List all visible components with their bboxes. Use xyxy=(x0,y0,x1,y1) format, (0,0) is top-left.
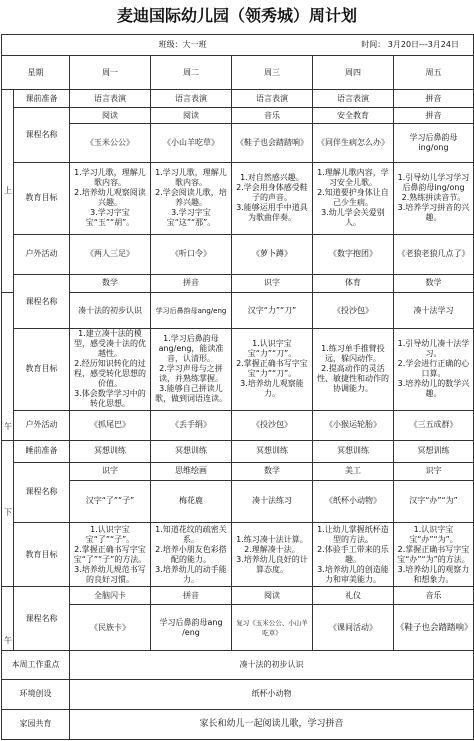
am-subject2-row xyxy=(2,274,474,292)
table-cell: 1.引导幼儿凑十法学习。 2.学会进行正确的心口算。 3.培养幼儿的数学兴趣。 xyxy=(394,329,474,410)
table-cell: 冥想训练 xyxy=(232,440,313,462)
table-cell: 语言表演 xyxy=(70,90,151,108)
env-label: 环境创设 xyxy=(2,679,70,709)
pm-subject2-row xyxy=(2,587,474,605)
row-label: 教育目标 xyxy=(14,522,70,586)
day-wednesday: 周三 xyxy=(232,56,313,90)
day-monday: 周一 xyxy=(70,56,151,90)
table-cell: 1.认识字宝宝“力”“刀”。 2.掌握正确书写字宝宝“力”“刀”。 3.培养幼儿观察能力。 xyxy=(232,329,313,410)
info-row xyxy=(2,35,474,56)
side-label-noon-pm: 午 xyxy=(2,587,14,651)
table-cell: 汉字“力”“刀” xyxy=(232,293,313,329)
day-tuesday: 周二 xyxy=(151,56,232,90)
row-label: 教育目标 xyxy=(14,329,70,410)
table-cell: 识字 xyxy=(232,274,313,292)
table-cell: 数学 xyxy=(394,274,474,292)
table-cell: 冥想训练 xyxy=(394,440,474,462)
env-row xyxy=(2,679,474,709)
am-goal-row xyxy=(2,162,474,234)
side-label-am: 上 xyxy=(2,90,14,293)
row-label: 课程名称 xyxy=(14,108,70,162)
focus-label: 本周工作重点 xyxy=(2,651,70,679)
day-thursday: 周四 xyxy=(313,56,394,90)
row-label: 课程名称 xyxy=(14,462,70,522)
table-cell: 《三五成群》 xyxy=(394,410,474,440)
pm-goal-row xyxy=(2,522,474,586)
row-label: 户外活动 xyxy=(14,234,70,274)
class-label: 班级：大一班 xyxy=(158,40,207,50)
table-cell: 凑十法的初步认识 xyxy=(70,293,151,329)
table-cell: 音乐 xyxy=(232,108,313,124)
table-cell: 凑十法学习 xyxy=(394,293,474,329)
table-cell: 1.引导幼儿学习学习后鼻韵母ing/ong 2.熟练拼读音节。 3.培养学习拼音的兴趣。 xyxy=(394,162,474,234)
table-cell: 《课间活动》 xyxy=(313,605,394,651)
week-label: 星期 xyxy=(2,56,70,90)
table-cell: 识字 xyxy=(70,462,151,480)
table-cell: 全脑闪卡 xyxy=(70,587,151,605)
table-cell: 1.对自然感兴趣。 2.学会用身体感受鞋子的声音。 3.能够运用手中道具为歌曲伴奏。 xyxy=(232,162,313,234)
pm-subject-row xyxy=(2,462,474,480)
table-cell: 《小猴运轮胎》 xyxy=(313,410,394,440)
pm-lesson-row xyxy=(2,480,474,522)
table-cell: 1.练习单手推臂投远，躲闪动作。 2.提高动作的灵活性、敏捷性和动作的协调能力。 xyxy=(313,329,394,410)
table-cell: 数学 xyxy=(70,274,151,292)
table-cell: 1.理解儿歌内容，学习安全儿歌。 2.知道要护身体让自己少生病。 3.幼儿学会关爱别人。 xyxy=(313,162,394,234)
row-label: 课程名称 xyxy=(14,274,70,328)
table-cell: 体育 xyxy=(313,274,394,292)
table-cell: 《听口令》 xyxy=(151,234,232,274)
table-cell: 音乐 xyxy=(394,587,474,605)
header-row xyxy=(2,56,474,90)
table-cell: 思维绘画 xyxy=(151,462,232,480)
table-cell: 语言表演 xyxy=(151,90,232,108)
home-row xyxy=(2,709,474,739)
row-label: 课程名称 xyxy=(14,587,70,651)
home-value: 家长和幼儿一起阅读儿歌，学习拼音 xyxy=(70,709,474,739)
table-cell: 学习后鼻韵母ang /eng xyxy=(151,605,232,651)
table-cell: 1.让幼儿掌握纸杯造型的方法。 2.体验手工带来的乐趣。 3.培养幼儿的创造能力和审美能力。 xyxy=(313,522,394,586)
table-cell: 《萝卜蹲》 xyxy=(232,234,313,274)
table-cell: 《同伴生病怎么办》 xyxy=(313,124,394,162)
table-cell: 1.学习后鼻韵母ang/eng，能读准音，认清形。 2.学习声母与之拼读，并熟练掌握。 3.能够自己拼读儿歌，做到词语连读。 xyxy=(151,329,232,410)
am-goal2-row xyxy=(2,329,474,410)
am-lesson-row xyxy=(2,124,474,162)
row-label: 课前准备 xyxy=(14,90,70,108)
side-label-pm: 下 xyxy=(2,440,14,587)
row-label: 户外活动 xyxy=(14,410,70,440)
table-cell: 《鞋子也会踏踏响》 xyxy=(232,124,313,162)
weekly-plan-table xyxy=(1,34,474,740)
table-cell: 识字 xyxy=(394,462,474,480)
table-cell: 学习后鼻韵母ing/ong xyxy=(394,124,474,162)
table-cell: 《投沙包》 xyxy=(232,410,313,440)
day-friday: 周五 xyxy=(394,56,474,90)
table-cell: 《玉米公公》 xyxy=(70,124,151,162)
table-cell: 1.学习儿歌，理解儿歌内容。 2.学会阅读儿歌，培养兴趣。 3.学习字宝宝“这”“那”。 xyxy=(151,162,232,234)
table-cell: 语言表演 xyxy=(232,90,313,108)
table-cell: 礼仪 xyxy=(313,587,394,605)
am-subject-row xyxy=(2,108,474,124)
side-label-noon: 午 xyxy=(2,293,14,441)
am-prep-row xyxy=(2,90,474,108)
table-cell: 《投沙包》 xyxy=(313,293,394,329)
table-cell: 《丢手绢》 xyxy=(151,410,232,440)
table-cell: 阅读 xyxy=(70,108,151,124)
table-cell: 冥想训练 xyxy=(151,440,232,462)
table-cell: 冥想训练 xyxy=(313,440,394,462)
table-cell: 汉字“了”“子” xyxy=(70,480,151,522)
table-cell: 《纸杯小动物》 xyxy=(313,480,394,522)
table-cell: 1.知道花纹的疏密关系。 2.培养小朋友色彩搭配的能力。 3.培养幼儿的动手能力。 xyxy=(151,522,232,586)
table-cell: 拼音 xyxy=(394,108,474,124)
page-title: 麦迪国际幼儿园（领秀城）周计划 xyxy=(116,6,357,25)
table-cell: 阅读 xyxy=(232,587,313,605)
focus-value: 凑十法的初步认识 xyxy=(70,651,474,679)
table-cell: 《民族卡》 xyxy=(70,605,151,651)
pm-nap-row xyxy=(2,440,474,462)
table-cell: 《数字抱团》 xyxy=(313,234,394,274)
table-cell: 1.学习儿歌，理解儿歌内容。 2.培养幼儿观察阅读兴趣。 3.学习字宝宝“玉”“胡”。 xyxy=(70,162,151,234)
table-cell: 语言表演 xyxy=(313,90,394,108)
table-cell: 《鞋子也会踏踏响》 xyxy=(394,605,474,651)
table-cell: 学习后鼻韵母ang/eng xyxy=(151,293,232,329)
pm-lesson2-row xyxy=(2,605,474,651)
am-outdoor2-row xyxy=(2,410,474,440)
focus-row xyxy=(2,651,474,679)
table-cell: 安全教育 xyxy=(313,108,394,124)
table-cell: 1.认识字宝宝“办”“为”。 2.掌握正确书写字宝宝“办”“为”的方法。 3.培养幼儿的观察力和想象力。 xyxy=(394,522,474,586)
table-cell: 《抓尾巴》 xyxy=(70,410,151,440)
table-cell: 1.认识字宝宝“了”“子”。 2.掌握正确书写字宝宝“了”“子”的方法。 3.培养幼儿规范书写的良好习惯。 xyxy=(70,522,151,586)
am-lesson2-row xyxy=(2,293,474,329)
table-cell: 冥想训练 xyxy=(70,440,151,462)
table-cell: 阅读 xyxy=(151,108,232,124)
table-cell: 《小山羊吃草》 xyxy=(151,124,232,162)
table-cell: 《老狼老狼几点了》 xyxy=(394,234,474,274)
table-cell: 拼音 xyxy=(151,274,232,292)
table-cell: 拼音 xyxy=(394,90,474,108)
table-cell: 复习《玉米公公、小山羊吃草》 xyxy=(232,605,313,651)
row-label: 教育目标 xyxy=(14,162,70,234)
time-label: 时间： 3月20日---3月24日 xyxy=(361,40,459,50)
table-cell: 美工 xyxy=(313,462,394,480)
table-cell: 1.练习凑十法计算。 2.理解凑十法。 3.培养幼儿良好的计算态度。 xyxy=(232,522,313,586)
table-cell: 拼音 xyxy=(151,587,232,605)
table-cell: 梅花鹿 xyxy=(151,480,232,522)
table-cell: 凑十法练习 xyxy=(232,480,313,522)
env-value: 纸杯小动物 xyxy=(70,679,474,709)
table-cell: 汉字“办”“为” xyxy=(394,480,474,522)
table-cell: 数学 xyxy=(232,462,313,480)
table-cell: 《两人三足》 xyxy=(70,234,151,274)
table-cell: 1.建立凑十法的模型，感受凑十法的优越性。 2.经历知识转化的过程，感受转化思想的价值。 3.体会数学学习中的转化思想。 xyxy=(70,329,151,410)
home-label: 家园共育 xyxy=(2,709,70,739)
am-outdoor-row xyxy=(2,234,474,274)
row-label: 睡前准备 xyxy=(14,440,70,462)
